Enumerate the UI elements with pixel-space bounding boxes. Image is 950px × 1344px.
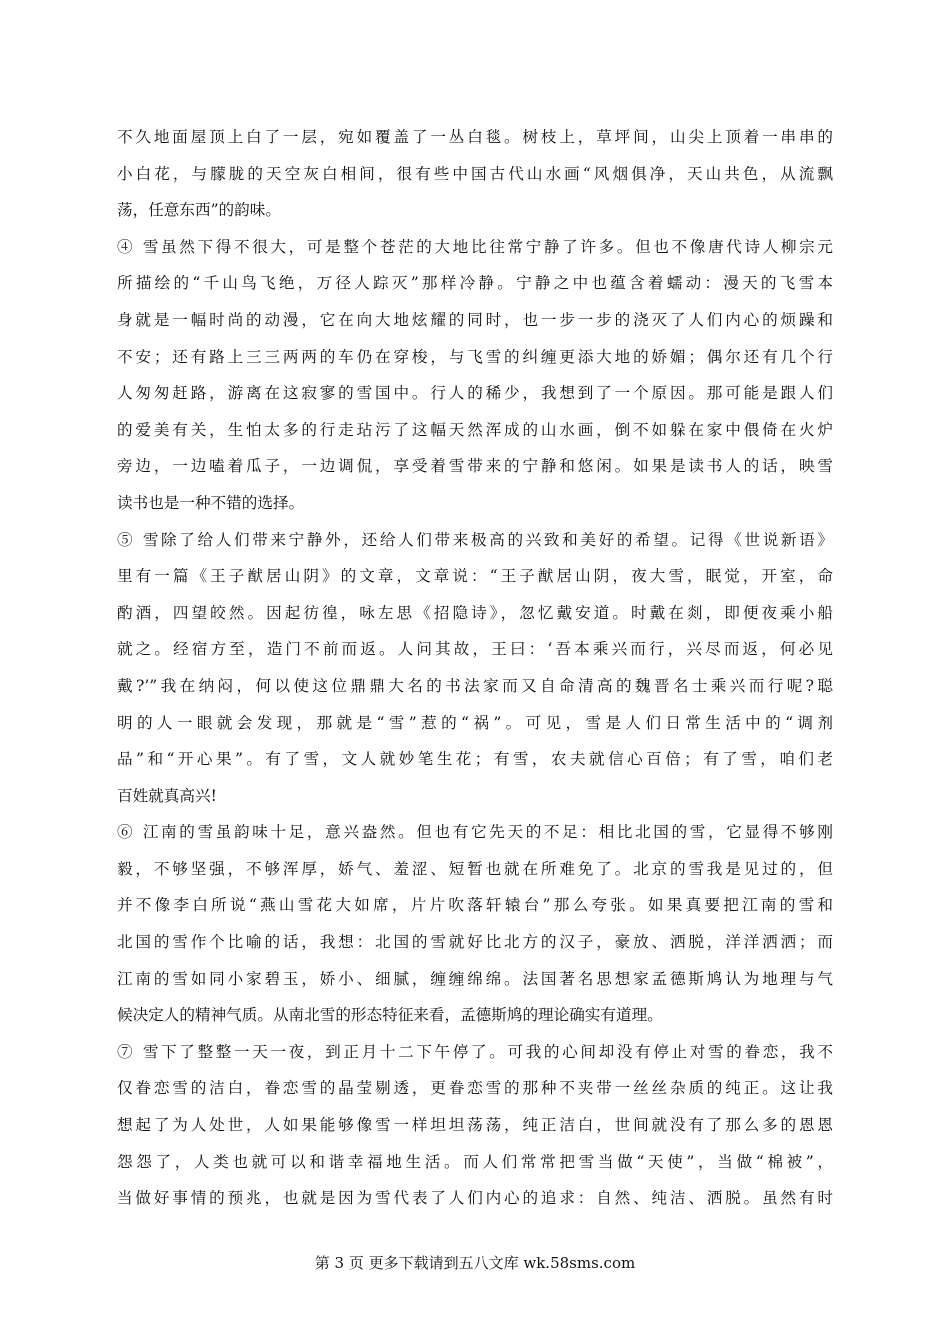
text-line: 酌酒，四望皎然。因起彷徨，咏左思《招隐诗》，忽忆戴安道。时戴在剡，即便夜乘小船 [117,603,833,622]
text-line: ⑥ 江南的雪虽韵味十足，意兴盎然。但也有它先天的不足：相比北国的雪，它显得不够刚 [117,823,833,842]
text-line: 所描绘的“千山鸟飞绝，万径人踪灭”那样冷静。宁静之中也蕴含着蠕动：漫天的飞雪本 [117,274,833,293]
text-line: 人匆匆赶路，游离在这寂寥的雪国中。行人的稀少，我想到了一个原因。那可能是跟人们 [117,384,833,403]
text-line: 旁边，一边嗑着瓜子，一边调侃，享受着雪带来的宁静和悠闲。如果是读书人的话，映雪 [117,457,833,476]
text-line: 怨怨了，人类也就可以和谐幸福地生活。而人们常常把雪当做“天使”，当做“棉被”， [117,1152,833,1171]
text-line: 荡，任意东西”的韵味。 [117,201,281,220]
text-line: 候决定人的精神气质。从南北雪的形态特征来看，孟德斯鸠的理论确实有道理。 [117,1006,663,1025]
text-line: ⑦ 雪下了整整一天一夜，到正月十二下午停了。可我的心间却没有停止对雪的眷恋，我不 [117,1042,833,1061]
text-line: ④ 雪虽然下得不很大，可是整个苍茫的大地比往常宁静了许多。但也不像唐代诗人柳宗元 [117,237,833,256]
text-line: 不安；还有路上三三两两的车仍在穿梭，与飞雪的纠缠更添大地的娇媚；偶尔还有几个行 [117,347,833,366]
text-line: 仅眷恋雪的洁白，眷恋雪的晶莹剔透，更眷恋雪的那种不夹带一丝丝杂质的纯正。这让我 [117,1079,833,1098]
text-line: 小白花，与朦胧的天空灰白相间，很有些中国古代山水画“风烟俱净，天山共色，从流飘 [117,164,833,183]
text-line: 并不像李白所说“燕山雪花大如席，片片吹落轩辕台”那么夸张。如果真要把江南的雪和 [117,896,833,915]
text-line: 毅，不够坚强，不够浑厚，娇气、羞涩、短暂也就在所难免了。北京的雪我是见过的，但 [117,859,833,878]
text-line: 戴?’”我在纳闷，何以使这位鼎鼎大名的书法家而又自命清高的魏晋名士乘兴而行呢?聪 [117,676,833,695]
document-body [117,119,833,1217]
text-line: 就之。经宿方至，造门不前而返。人问其故，王曰：‘吾本乘兴而行，兴尽而返，何必见 [117,640,833,659]
text-line: 里有一篇《王子猷居山阴》的文章，文章说：“王子猷居山阴，夜大雪，眠觉，开室，命 [117,567,833,586]
text-line: 北国的雪作个比喻的话，我想：北国的雪就好比北方的汉子，豪放、洒脱，洋洋洒洒；而 [117,933,833,952]
text-line: 品”和“开心果”。有了雪，文人就妙笔生花；有雪，农夫就信心百倍；有了雪，咱们老 [117,750,833,769]
text-line: 读书也是一种不错的选择。 [117,493,305,512]
text-line: ⑤ 雪除了给人们带来宁静外，还给人们带来极高的兴致和美好的希望。记得《世说新语》 [117,530,833,549]
text-line: 身就是一幅时尚的动漫，它在向大地炫耀的同时，也一步一步的浇灭了人们内心的烦躁和 [117,310,833,329]
text-line: 明的人一眼就会发现，那就是“雪”惹的“祸”。可见，雪是人们日常生活中的“调剂 [117,713,833,732]
text-line: 想起了为人处世，人如果能够像雪一样坦坦荡荡，纯正洁白，世间就没有了那么多的恩恩 [117,1116,833,1135]
text-line: 不久地面屋顶上白了一层，宛如覆盖了一丛白毯。树枝上，草坪间，山尖上顶着一串串的 [117,128,833,146]
text-line: 当做好事情的预兆，也就是因为雪代表了人们内心的追求：自然、纯洁、洒脱。虽然有时 [117,1189,833,1208]
text-line: 百姓就真高兴! [117,786,217,805]
page-footer: 第 3 页 更多下载请到五八文库 wk.58sms.com [314,1254,636,1272]
text-line: 江南的雪如同小家碧玉，娇小、细腻，缠缠绵绵。法国著名思想家孟德斯鸠认为地理与气 [117,969,833,988]
text-line: 的爱美有关，生怕太多的行走玷污了这幅天然浑成的山水画，倒不如躲在家中偎倚在火炉 [117,420,833,439]
